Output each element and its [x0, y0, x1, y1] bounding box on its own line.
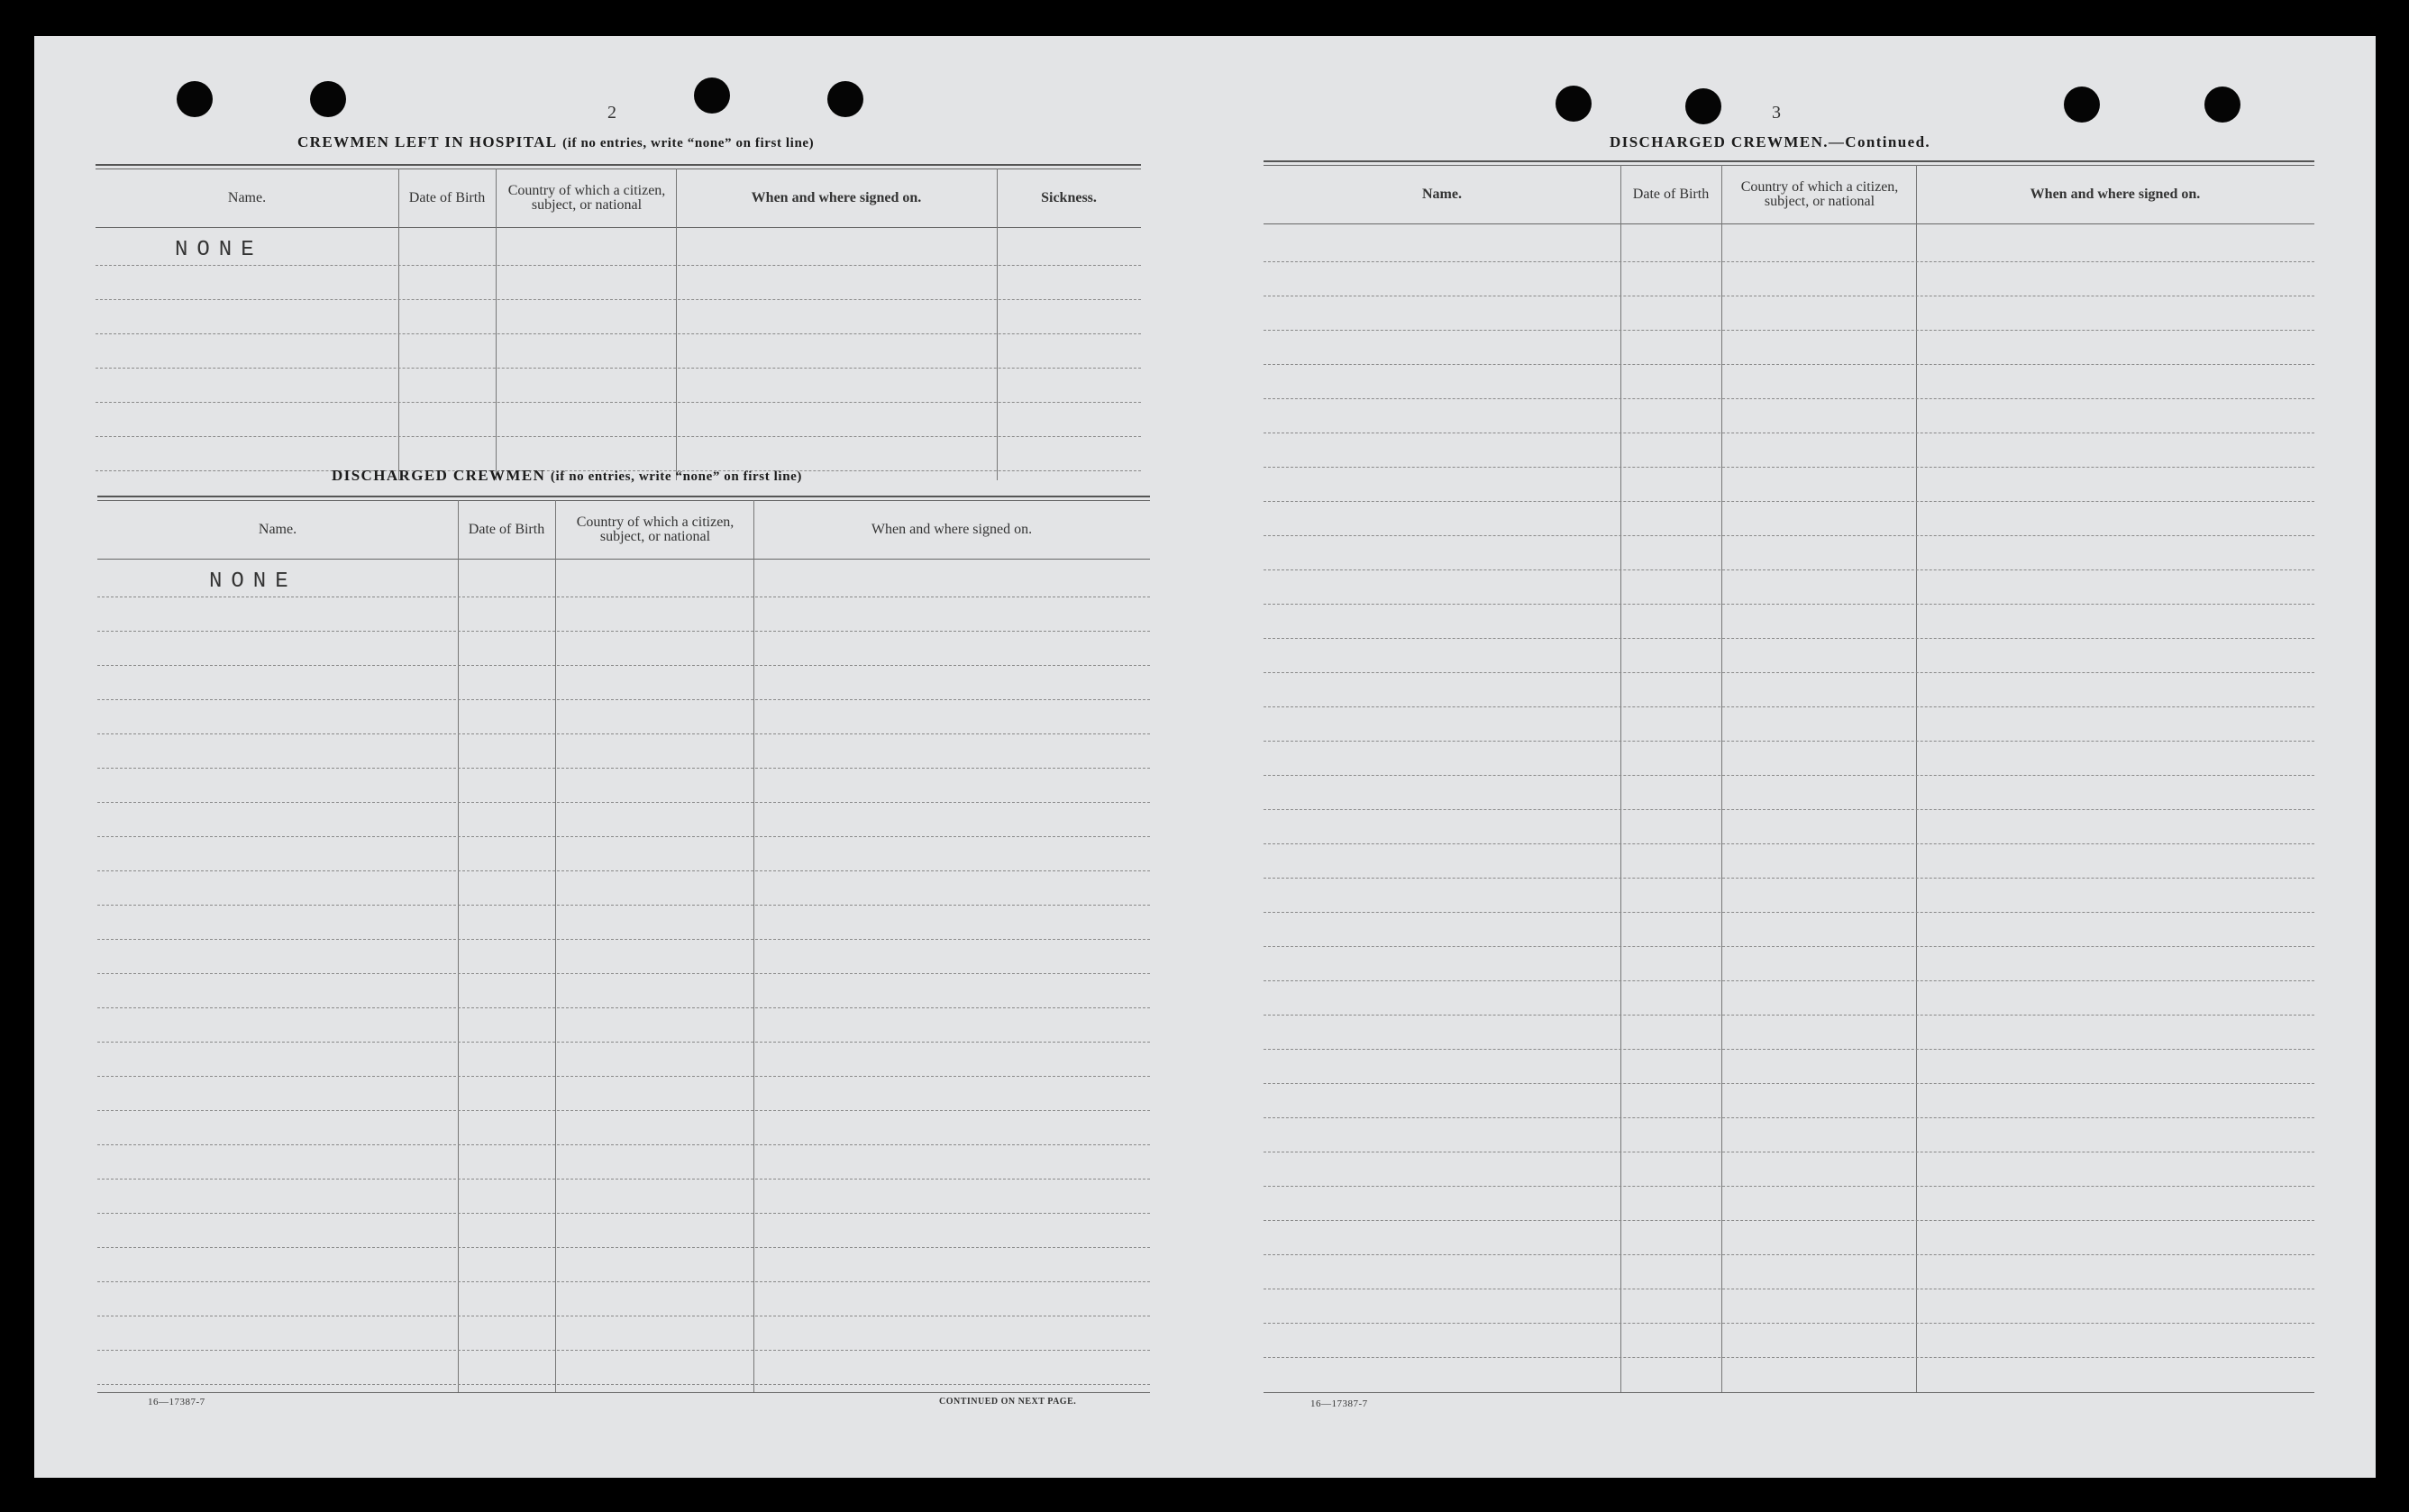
- table-row: [97, 1384, 1150, 1385]
- header-country: Country of which a citizen, subject, or national: [576, 515, 735, 544]
- table-row: [97, 836, 1150, 837]
- table-row: [1264, 398, 2314, 399]
- table-row: [1264, 467, 2314, 468]
- discharged-table-right: [1264, 160, 2314, 1395]
- hospital-section-title: CREWMEN LEFT IN HOSPITAL (if no entries, write “none” on first line): [297, 133, 815, 150]
- punch-hole: [310, 81, 346, 117]
- header-date-of-birth: Date of Birth: [468, 522, 545, 537]
- table-row: [1264, 569, 2314, 570]
- table-row: [97, 733, 1150, 734]
- table-row: [1264, 1015, 2314, 1016]
- table-row: [97, 1042, 1150, 1043]
- table-row: [97, 699, 1150, 700]
- table-row: [1264, 1323, 2314, 1324]
- hospital-table: [96, 164, 1141, 481]
- table-row: [97, 973, 1150, 974]
- table-row: [1264, 330, 2314, 331]
- table-row: [1264, 912, 2314, 913]
- table-row: [1264, 638, 2314, 639]
- table-row: [96, 368, 1141, 369]
- header-date-of-birth: Date of Birth: [408, 190, 486, 205]
- table-row: [97, 1179, 1150, 1180]
- page-number-right: 3: [1772, 103, 1781, 123]
- punch-hole: [1556, 86, 1592, 122]
- table-row: [97, 905, 1150, 906]
- table-row: [1264, 1220, 2314, 1221]
- table-row: [97, 1144, 1150, 1145]
- table-row: [1264, 364, 2314, 365]
- punch-hole: [177, 81, 213, 117]
- hospital-entry-none: NONE: [175, 238, 263, 262]
- table-row: [1264, 1357, 2314, 1358]
- form-number-left: 16—17387-7: [148, 1397, 205, 1407]
- table-row: [96, 402, 1141, 403]
- header-signed-on: When and where signed on.: [2030, 187, 2201, 202]
- table-row: [97, 665, 1150, 666]
- table-row: [97, 870, 1150, 871]
- table-row: [97, 1007, 1150, 1008]
- header-country: Country of which a citizen, subject, or national: [507, 183, 666, 213]
- table-row: [1264, 672, 2314, 673]
- table-row: [97, 1350, 1150, 1351]
- header-signed-on: When and where signed on.: [751, 190, 922, 205]
- table-row: [1264, 775, 2314, 776]
- table-row: [97, 1213, 1150, 1214]
- table-row: [97, 1076, 1150, 1077]
- table-row: [97, 1247, 1150, 1248]
- table-row: [1264, 261, 2314, 262]
- table-row: [1264, 1083, 2314, 1084]
- table-row: [1264, 741, 2314, 742]
- table-row: [97, 802, 1150, 803]
- header-name: Name.: [258, 522, 297, 537]
- table-row: [96, 333, 1141, 334]
- table-row: [1264, 535, 2314, 536]
- header-sickness: Sickness.: [1041, 190, 1097, 205]
- table-row: [1264, 843, 2314, 844]
- punch-hole: [1685, 88, 1721, 124]
- table-row: [1264, 809, 2314, 810]
- discharged-section-title: DISCHARGED CREWMEN (if no entries, write “none” on first line): [332, 467, 802, 484]
- ledger-paper: [34, 36, 2376, 1478]
- discharged-table-left: [97, 496, 1150, 1397]
- punch-hole: [2064, 87, 2100, 123]
- table-row: [96, 436, 1141, 437]
- continued-note: CONTINUED ON NEXT PAGE.: [939, 1397, 1077, 1407]
- table-row: [97, 939, 1150, 940]
- table-row: [1264, 501, 2314, 502]
- table-row: [96, 265, 1141, 266]
- header-date-of-birth: Date of Birth: [1632, 187, 1710, 202]
- punch-hole: [827, 81, 863, 117]
- page-number-left: 2: [607, 103, 616, 123]
- header-name: Name.: [1422, 187, 1462, 202]
- header-name: Name.: [227, 190, 267, 205]
- table-row: [1264, 604, 2314, 605]
- form-number-right: 16—17387-7: [1310, 1398, 1368, 1409]
- table-row: [1264, 1049, 2314, 1050]
- table-row: [97, 1110, 1150, 1111]
- punch-hole: [694, 77, 730, 114]
- table-row: [1264, 980, 2314, 981]
- punch-hole: [2204, 87, 2240, 123]
- table-row: [1264, 706, 2314, 707]
- table-row: [97, 1281, 1150, 1282]
- table-row: [1264, 1186, 2314, 1187]
- table-row: [1264, 1117, 2314, 1118]
- header-country: Country of which a citizen, subject, or national: [1740, 179, 1899, 209]
- table-row: [97, 768, 1150, 769]
- table-row: [1264, 946, 2314, 947]
- discharged-entry-none: NONE: [209, 569, 297, 594]
- table-row: [1264, 878, 2314, 879]
- header-signed-on: When and where signed on.: [871, 522, 1033, 537]
- table-row: [96, 299, 1141, 300]
- table-row: [1264, 1254, 2314, 1255]
- table-row: [97, 631, 1150, 632]
- discharged-continued-title: DISCHARGED CREWMEN.—Continued.: [1610, 133, 1931, 150]
